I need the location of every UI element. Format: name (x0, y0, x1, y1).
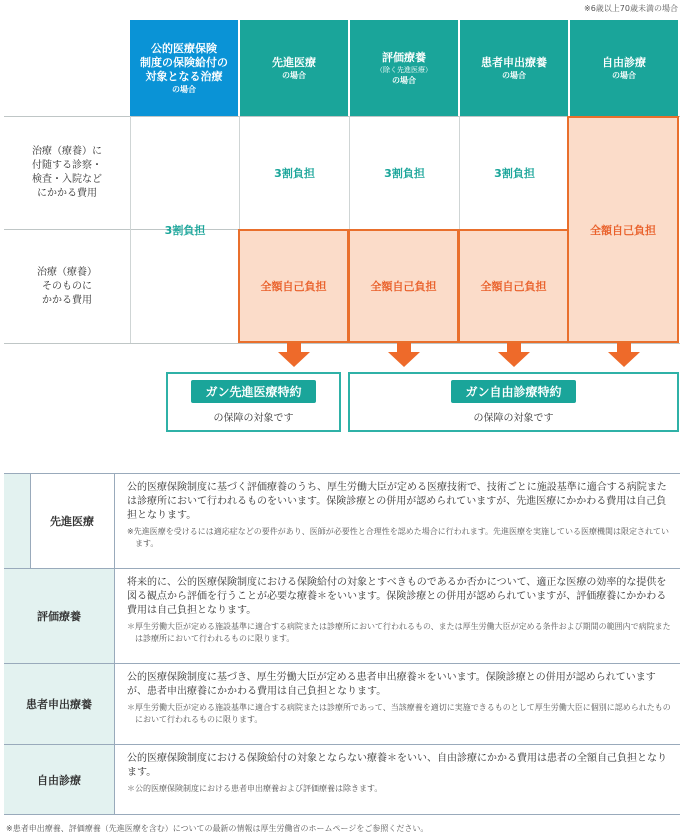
cell-treatment-patient: 全額自己負担 (458, 229, 569, 343)
down-arrow-icon (608, 343, 640, 367)
cell-incidental-advanced: 3割負担 (274, 167, 315, 180)
definition-free: 公的医療保険制度における保険給付の対象とならない療養＊をいい、自由診療にかかる費用は患者の全額自己負担となります。 ＊公的医療保険制度における患者申出療養および評価療養は除きます。 (127, 753, 667, 793)
free-rider-title: ガン自由診療特約 (451, 380, 575, 403)
label-evaluation: 評価療養 (37, 610, 81, 623)
footer-note: ※患者申出療養、評価療養（先進医療を含む）についての最新の情報は厚生労働省のホームページをご参照ください。 (6, 824, 429, 833)
down-arrow-icon (498, 343, 530, 367)
cell-covered: 3割負担 (164, 224, 206, 237)
advanced-rider-caption: の保障の対象です (213, 413, 294, 424)
definition-advanced: 公的医療保険制度に基づく評価療養のうち、厚生労働大臣が定める医療技術で、技術ごとに施設基準に適合する病院または診療所において行われるものをいいます。保険診療との併用が認められていますが、先進医療にかかわる費用は自己負担となります。 ※先進医療を受けるには適応症などの要件があり、医師が必要性と合理性を認めた場合に行われます。先進医療を実施している医療機関は限定されています。 (127, 482, 670, 548)
cell-incidental-evaluation: 3割負担 (384, 167, 425, 180)
row-label-incidental: 治療（療養）に 付随する診察・ 検査・入院など にかかる費用 (32, 146, 102, 199)
label-free: 自由診療 (37, 774, 81, 787)
cell-treatment-evaluation: 全額自己負担 (348, 229, 459, 343)
row-label-treatment: 治療（療養） そのものに かかる費用 (37, 266, 97, 306)
cell-treatment-advanced: 全額自己負担 (238, 229, 349, 343)
header-evaluation: 評価療養 （除く先進医療） の場合 (350, 20, 458, 116)
header-free: 自由診療 の場合 (570, 20, 678, 116)
advanced-rider-box (166, 372, 341, 432)
down-arrow-icon (278, 343, 310, 367)
header-covered: 公的医療保険 制度の保険給付の 対象となる治療 の場合 (130, 20, 238, 116)
header-advanced: 先進医療 の場合 (240, 20, 348, 116)
arrows (0, 343, 684, 371)
definition-patient-request: 公的医療保険制度に基づき、厚生労働大臣が定める患者申出療養＊をいいます。保険診療との併用が認められていますが、患者申出療養にかかわる費用は自己負担となります。 ＊厚生労働大臣が定める施設基準に適合する病院または診療所であって、当該療養を適切に実施できるものとして厚生労働大臣に個別に認められたものにおいて行われるものに限ります。 (127, 672, 671, 724)
down-arrow-icon (388, 343, 420, 367)
definition-evaluation: 将来的に、公的医療保険制度における保険給付の対象とすべきものであるか否かについて、適正な医療の効率的な提供を図る観点から評価を行うことが必要な療養＊をいいます。保険診療との併用が認められていますが、評価療養にかかわる費用は自己負担となります。 ＊厚生労働大臣が定める施設基準に適合する病院または診療所において行われるもの、または厚生労働大臣が定める条件および期間の範囲内で病院または診療所において行われるものに限ります。 (127, 577, 671, 643)
advanced-rider-title: ガン先進医療特約 (191, 380, 315, 403)
label-patient-request: 患者申出療養 (26, 698, 92, 711)
label-advanced: 先進医療 (50, 515, 94, 528)
free-rider-caption: の保障の対象です (473, 413, 554, 424)
age-note: ※6歳以上70歳未満の場合 (584, 4, 678, 13)
cell-free-full-burden: 全額自己負担 (567, 116, 679, 343)
free-rider-box (348, 372, 679, 432)
header-patient-request: 患者申出療養 の場合 (460, 20, 568, 116)
cell-incidental-patient: 3割負担 (494, 167, 535, 180)
